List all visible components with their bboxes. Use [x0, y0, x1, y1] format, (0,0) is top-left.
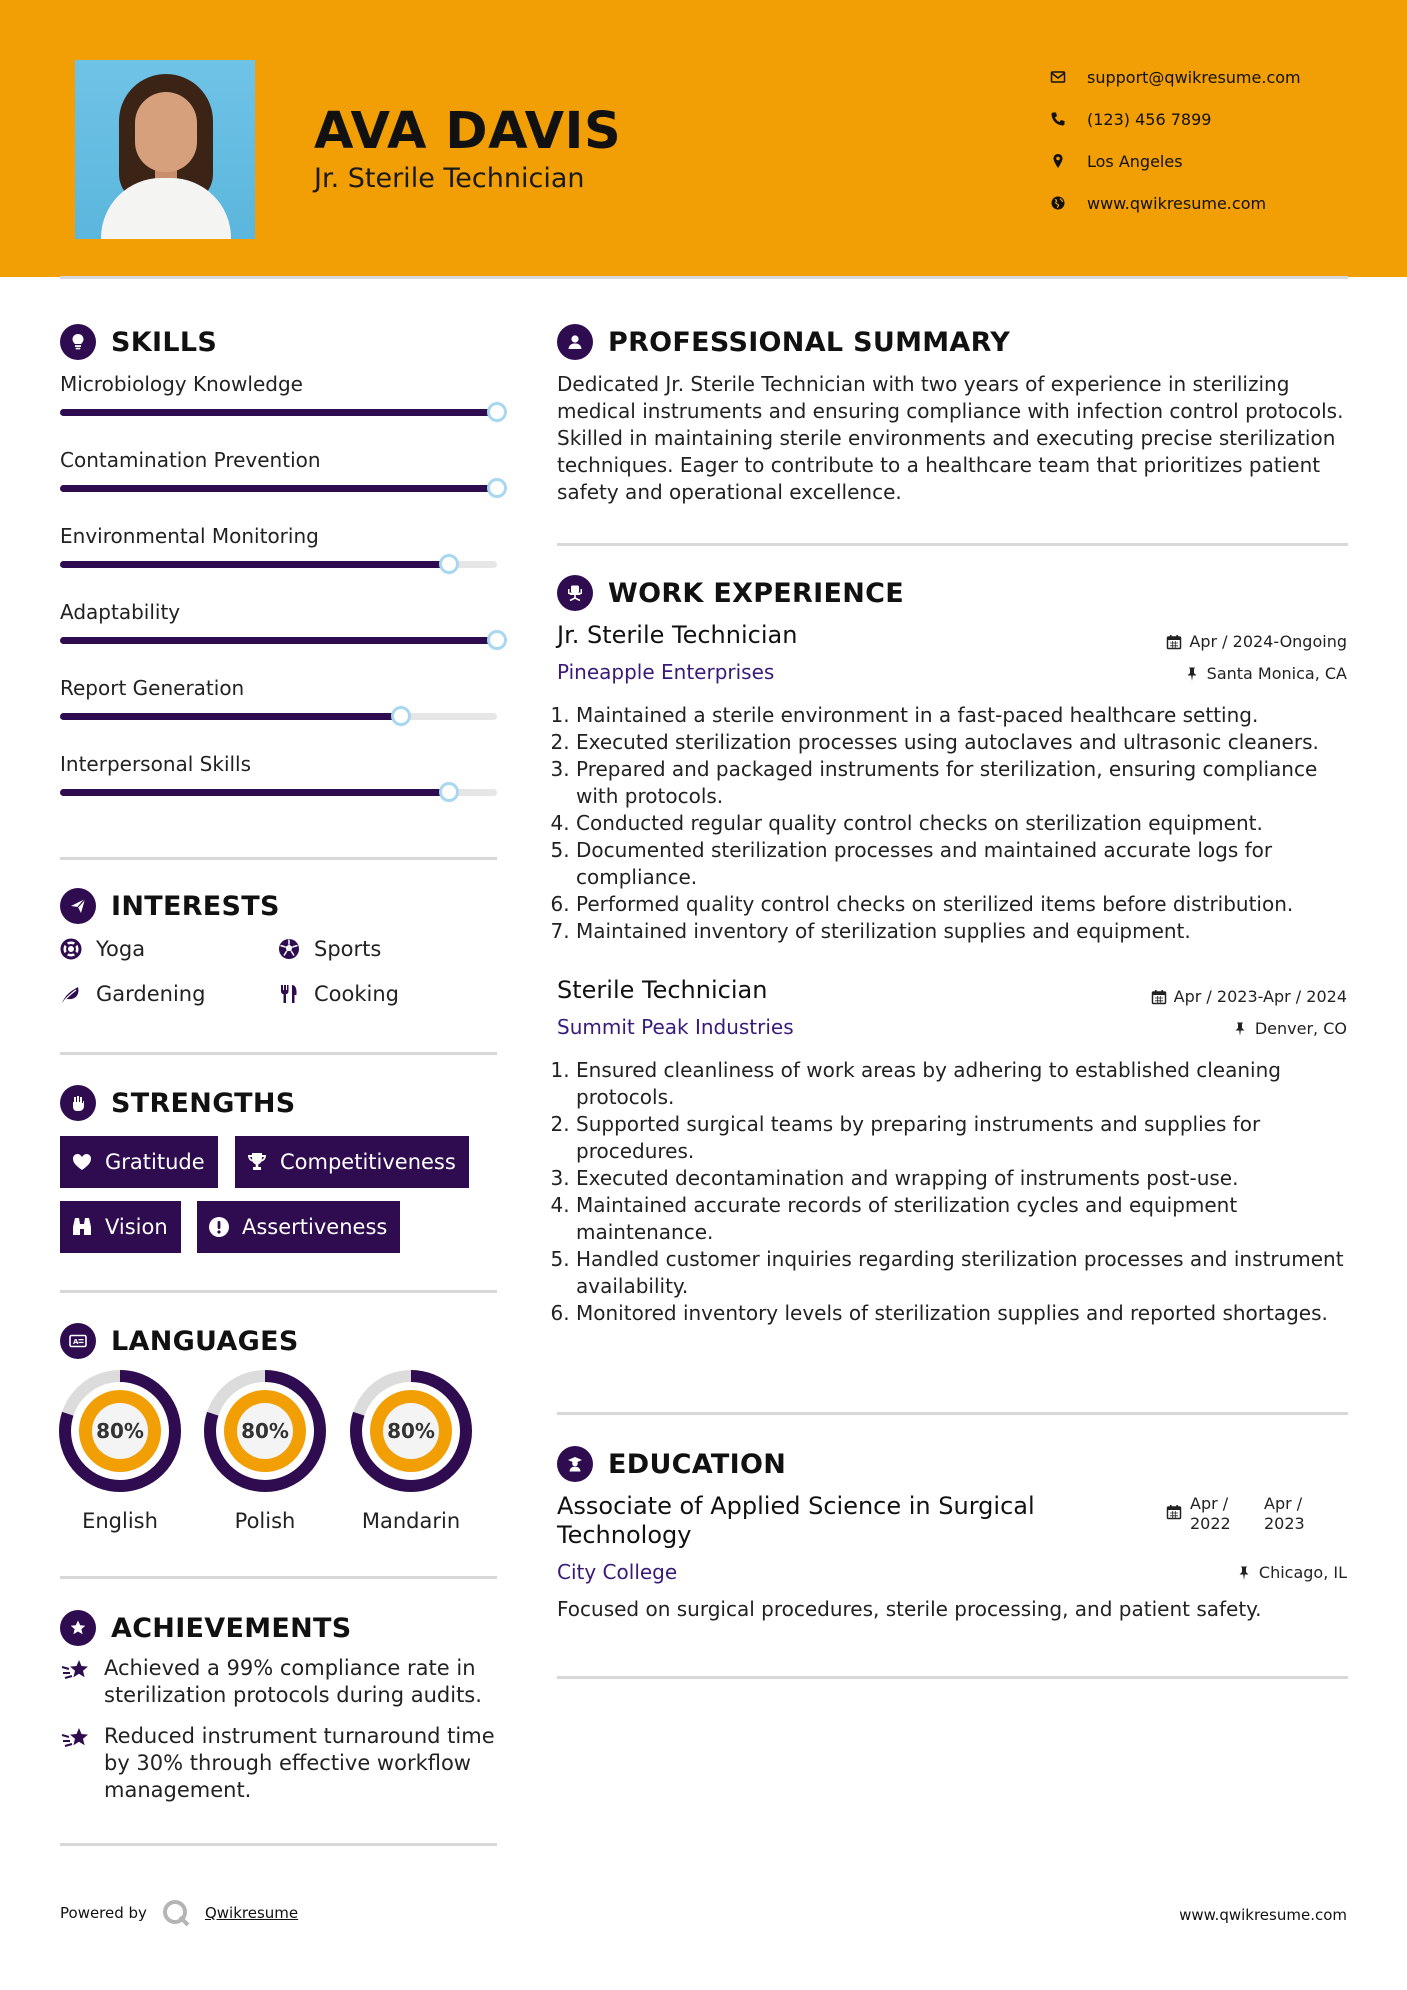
interest-item: Gardening	[60, 979, 205, 1009]
skill-bar	[60, 561, 497, 568]
strength-tag: Vision	[60, 1201, 181, 1253]
strength-tag: Assertiveness	[197, 1201, 400, 1253]
language-name: Polish	[234, 1509, 296, 1533]
map-pin-icon	[1050, 153, 1087, 169]
job-bullet: 6. Monitored inventory levels of sterilization supplies and reported shortages.	[576, 1300, 1351, 1327]
language-item	[349, 1369, 473, 1533]
skill-bar	[60, 485, 497, 492]
user-circle-icon	[557, 324, 593, 360]
skill-bar	[60, 637, 497, 644]
pushpin-icon	[1236, 1565, 1252, 1581]
language-percent: 80%	[387, 1419, 435, 1443]
svg-text:A: A	[73, 1338, 79, 1346]
skill-label: Microbiology Knowledge	[60, 372, 303, 396]
skill-item	[60, 749, 497, 796]
lifebuoy-icon	[60, 938, 82, 960]
job-bullet: 5. Handled customer inquiries regarding sterilization processes and instrument availability.	[576, 1246, 1351, 1300]
language-percent: 80%	[241, 1419, 289, 1443]
strength-tag: Competitiveness	[235, 1136, 469, 1188]
job-company: Pineapple Enterprises	[557, 660, 775, 684]
utensils-icon	[278, 983, 300, 1005]
job-bullet: 3. Prepared and packaged instruments for sterilization, ensuring compliance with protocols.	[576, 756, 1351, 810]
language-card-icon	[60, 1323, 96, 1359]
education-dates	[1166, 1494, 1328, 1534]
achievements-heading: ACHIEVEMENTS	[60, 1608, 352, 1648]
contact-location: Los Angeles	[1050, 140, 1380, 182]
skill-label: Environmental Monitoring	[60, 524, 319, 548]
job-bullet: 1. Ensured cleanliness of work areas by adhering to established cleaning protocols.	[576, 1057, 1351, 1111]
interest-item: Yoga	[60, 934, 145, 964]
header-divider	[60, 276, 1348, 279]
education-start: Apr / 2022	[1190, 1494, 1231, 1533]
exclamation-circle-icon	[208, 1216, 230, 1238]
section-divider	[60, 1576, 497, 1579]
language-name: Mandarin	[361, 1509, 461, 1533]
achievement-text: Achieved a 99% compliance rate in sterilization protocols during audits.	[104, 1656, 482, 1707]
job-bullet: 4. Maintained accurate records of sterilization cycles and equipment maintenance.	[576, 1192, 1351, 1246]
header-banner	[0, 0, 1407, 277]
job-bullet: 5. Documented sterilization processes and maintained accurate logs for compliance.	[576, 837, 1351, 891]
job-bullet: 1. Maintained a sterile environment in a fast-paced healthcare setting.	[576, 702, 1351, 729]
skill-item	[60, 445, 497, 492]
office-chair-icon	[557, 575, 593, 611]
summary-heading: PROFESSIONAL SUMMARY	[557, 322, 1010, 362]
interest-item: Sports	[278, 934, 381, 964]
skill-knob[interactable]	[487, 630, 507, 650]
job-dates: Apr / 2023-Apr / 2024	[1151, 987, 1347, 1006]
degree-title: Associate of Applied Science in Surgical Technology	[557, 1492, 1035, 1549]
section-divider	[60, 857, 497, 860]
job-title: Jr. Sterile Technician	[557, 621, 798, 649]
paper-plane-icon	[60, 888, 96, 924]
footer-website[interactable]: www.qwikresume.com	[1179, 1906, 1347, 1924]
language-donut	[203, 1369, 327, 1493]
pushpin-icon	[1232, 1021, 1248, 1037]
skill-bar	[60, 409, 497, 416]
skill-label: Adaptability	[60, 600, 181, 624]
candidate-name: AVA DAVIS	[314, 102, 622, 161]
contact-block	[1050, 56, 1380, 224]
skills-heading: SKILLS	[60, 322, 217, 362]
achievement-text: Reduced instrument turnaround time by 30% through effective workflow management.	[104, 1724, 495, 1802]
leaf-icon	[60, 983, 82, 1005]
star-badge-icon	[60, 1610, 96, 1646]
skill-item	[60, 369, 497, 416]
language-percent: 80%	[96, 1419, 144, 1443]
job-bullet: 2. Executed sterilization processes using autoclaves and ultrasonic cleaners.	[576, 729, 1351, 756]
pushpin-icon	[1184, 666, 1200, 682]
footer-branding	[60, 1898, 298, 1928]
phone-icon	[1050, 111, 1087, 127]
language-donut	[349, 1369, 473, 1493]
job-bullet: 6. Performed quality control checks on sterilized items before distribution.	[576, 891, 1351, 918]
job-bullets	[551, 702, 1351, 945]
section-divider	[557, 1412, 1348, 1415]
skill-knob[interactable]	[439, 554, 459, 574]
interests-heading: INTERESTS	[60, 886, 280, 926]
education-heading: EDUCATION	[557, 1444, 786, 1484]
graduate-icon	[557, 1446, 593, 1482]
skill-knob[interactable]	[439, 782, 459, 802]
section-divider	[60, 1052, 497, 1055]
job-bullet: 2. Supported surgical teams by preparing instruments and supplies for procedures.	[576, 1111, 1351, 1165]
interest-item: Cooking	[278, 979, 399, 1009]
job-location: Denver, CO	[1232, 1019, 1347, 1038]
strength-tag: Gratitude	[60, 1136, 218, 1188]
trophy-icon	[246, 1151, 268, 1173]
skill-label: Contamination Prevention	[60, 448, 321, 472]
skill-knob[interactable]	[391, 706, 411, 726]
language-name: English	[82, 1509, 158, 1533]
job-dates: Apr / 2024-Ongoing	[1166, 632, 1347, 651]
education-end: Apr / 2023	[1264, 1494, 1305, 1533]
skill-knob[interactable]	[487, 478, 507, 498]
contact-website[interactable]: www.qwikresume.com	[1050, 182, 1380, 224]
powered-by-label: Powered by	[60, 1904, 147, 1922]
qwikresume-link[interactable]: Qwikresume	[204, 1904, 299, 1922]
skill-item	[60, 521, 497, 568]
language-item	[203, 1369, 327, 1533]
section-divider	[557, 1676, 1348, 1679]
calendar-icon	[1151, 989, 1167, 1005]
skill-knob[interactable]	[487, 402, 507, 422]
shooting-star-icon	[60, 1657, 92, 1685]
raised-fist-icon	[60, 1085, 96, 1121]
envelope-icon	[1050, 69, 1087, 85]
achievement-item	[60, 1655, 500, 1709]
languages-heading: A LANGUAGES	[60, 1321, 299, 1361]
school-name: City College	[557, 1560, 678, 1584]
profile-photo	[75, 60, 255, 239]
soccer-ball-icon	[278, 938, 300, 960]
job-title: Sterile Technician	[557, 976, 768, 1004]
job-bullet: 3. Executed decontamination and wrapping of instruments post-use.	[576, 1165, 1351, 1192]
job-bullet: 4. Conducted regular quality control checks on sterilization equipment.	[576, 810, 1351, 837]
qwikresume-logo-icon	[161, 1898, 191, 1928]
skill-label: Report Generation	[60, 676, 245, 700]
job-bullets	[551, 1057, 1351, 1327]
section-divider	[60, 1843, 497, 1846]
section-divider	[557, 543, 1348, 546]
contact-phone[interactable]: (123) 456 7899	[1050, 98, 1380, 140]
candidate-title: Jr. Sterile Technician	[314, 163, 585, 194]
job-bullet: 7. Maintained inventory of sterilization supplies and equipment.	[576, 918, 1351, 945]
skill-bar	[60, 789, 497, 796]
skill-label: Interpersonal Skills	[60, 752, 252, 776]
section-divider	[60, 1290, 497, 1293]
globe-icon	[1050, 195, 1087, 211]
language-item	[58, 1369, 182, 1533]
job-location: Santa Monica, CA	[1184, 664, 1347, 683]
skill-bar	[60, 713, 497, 720]
binoculars-icon	[71, 1216, 93, 1238]
job-company: Summit Peak Industries	[557, 1015, 794, 1039]
skill-item	[60, 673, 497, 720]
education-location: Chicago, IL	[1236, 1563, 1347, 1582]
lightbulb-icon	[60, 324, 96, 360]
calendar-icon	[1166, 1504, 1182, 1520]
strengths-heading: STRENGTHS	[60, 1083, 296, 1123]
heart-icon	[71, 1151, 93, 1173]
shooting-star-icon	[60, 1725, 92, 1753]
summary-text: Dedicated Jr. Sterile Technician with two years of experience in sterilizing medical instruments and ensuring compliance with infection control protocols. Skilled in maintaining sterile environments and executing precise sterilization techniques. Eager to contribute to a healthcare team that prioritizes patient safety and operational excellence.	[557, 372, 1344, 504]
contact-email[interactable]: support@qwikresume.com	[1050, 56, 1380, 98]
calendar-icon	[1166, 634, 1182, 650]
experience-heading: WORK EXPERIENCE	[557, 573, 904, 613]
achievement-item	[60, 1723, 500, 1804]
language-donut	[58, 1369, 182, 1493]
education-description: Focused on surgical procedures, sterile processing, and patient safety.	[557, 1597, 1262, 1621]
skill-item	[60, 597, 497, 644]
